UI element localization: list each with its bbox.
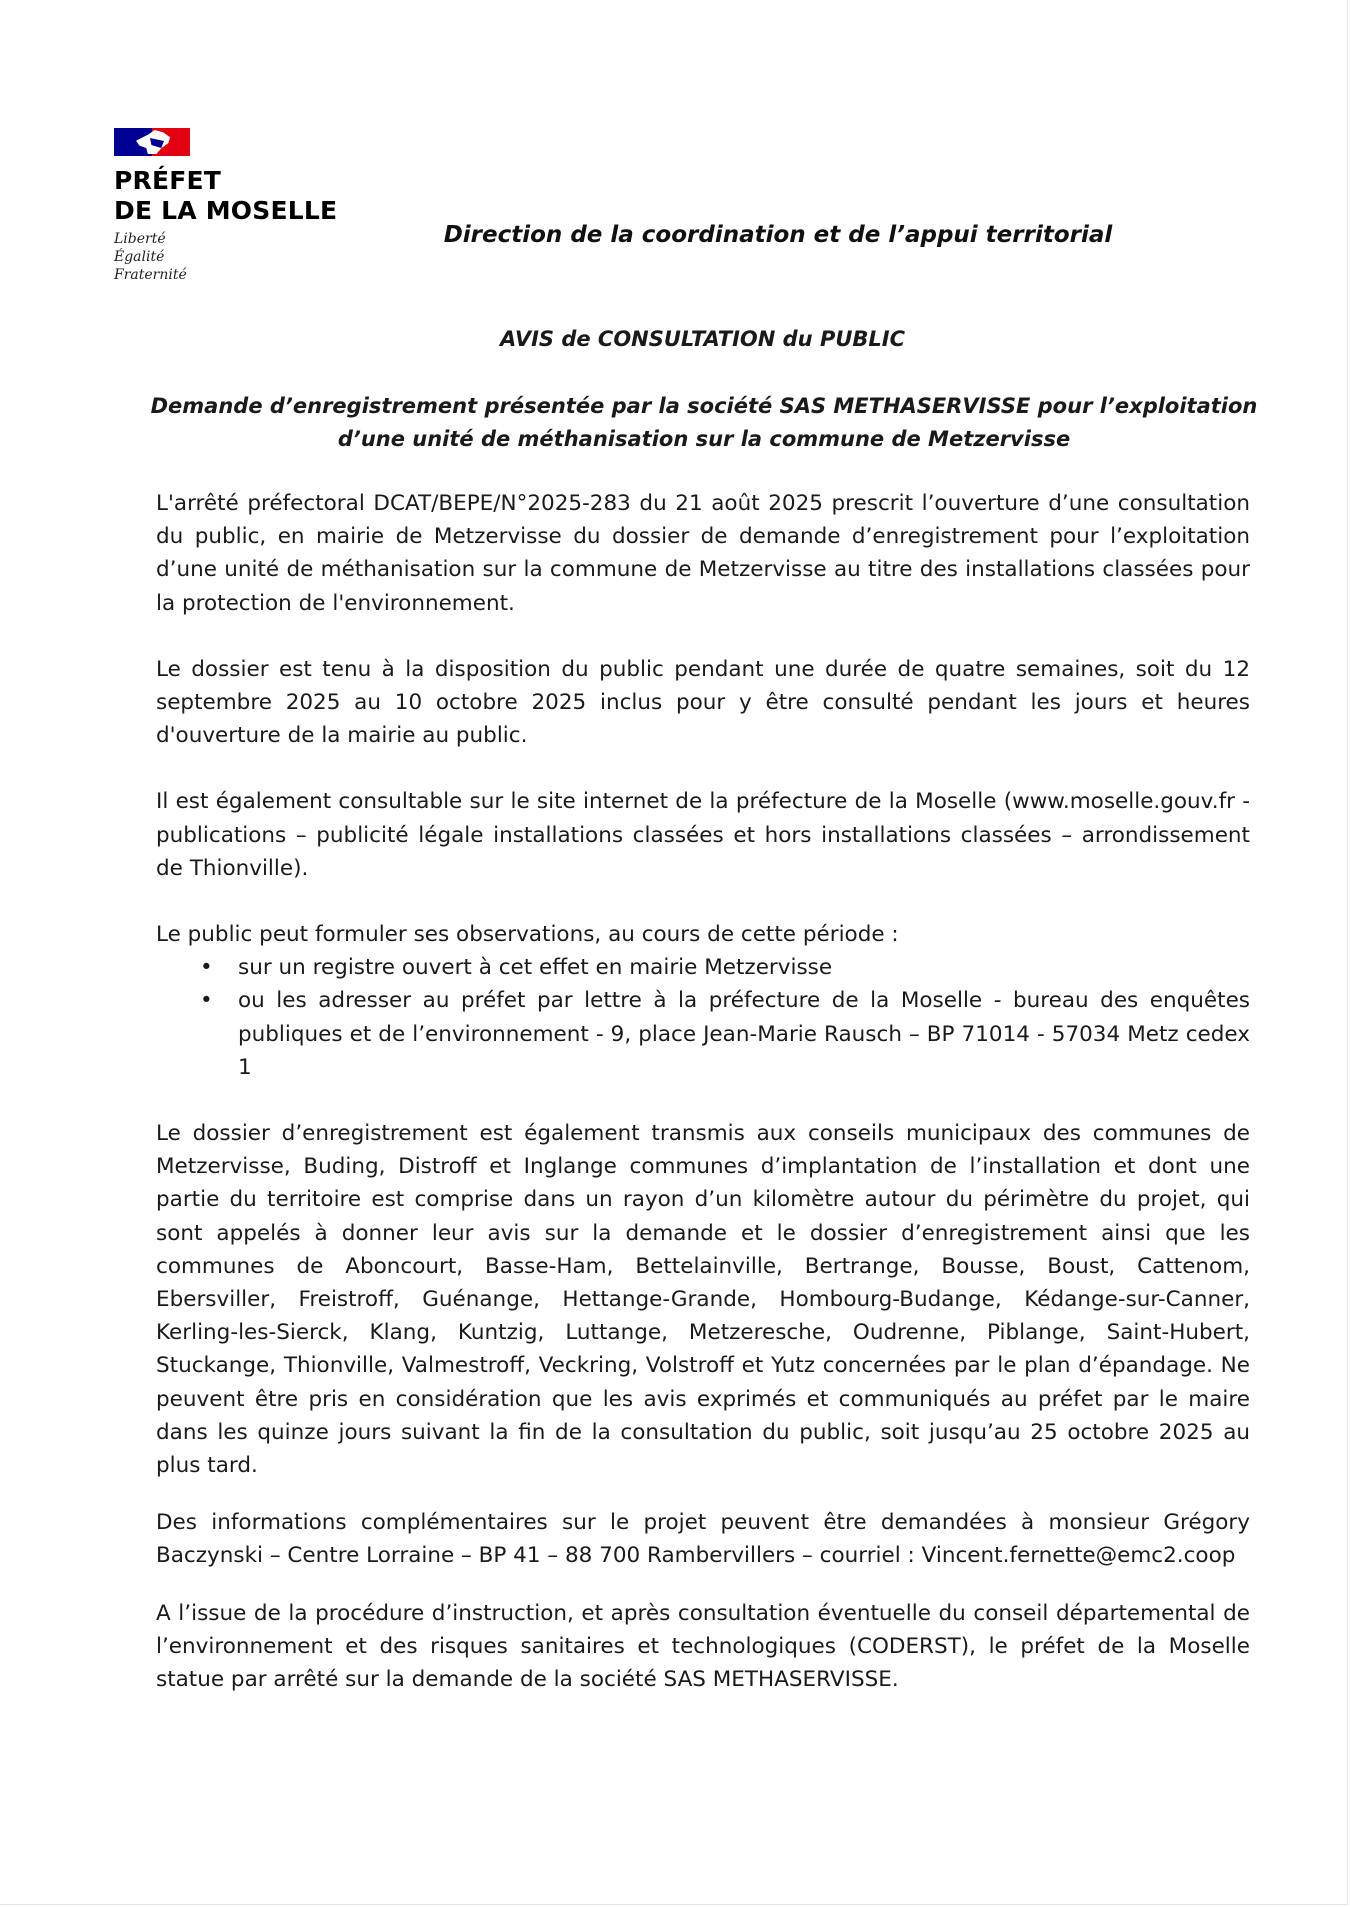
paragraph-availability: Le dossier est tenu à la disposition du public pendant une durée de quatre semaines, soit du 12 septembre 2025 au 10 octobre 2025 inclus pour y être consulté pendant les jours et heures d'ouverture de la mairie au public. [156, 656, 1250, 749]
list-item-text: ou les adresser au préfet par lettre à la préfecture de la Moselle - bureau des enquêtes publiques et de l’environnement - 9, place Jean-Marie Rausch – BP 71014 - 57034 Metz cedex 1 [238, 988, 1250, 1080]
list-item [156, 984, 1250, 1084]
paragraph-contact: Des informations complémentaires sur le projet peuvent être demandées à monsieur Grégory Baczynski – Centre Lorraine – BP 41 – 88 700 Rambervillers – courriel : Vincent.fernette@emc2.coop [156, 1510, 1250, 1569]
paragraph-decision: A l’issue de la procédure d’instruction, et après consultation éventuelle du conseil départemental de l’environnement et des risques sanitaires et technologiques (CODERST), le préfet de la Moselle statue par arrêté sur la demande de la société SAS METHASERVISSE. [156, 1600, 1250, 1693]
prefect-logo [114, 128, 337, 284]
notice-subject: Demande d’enregistrement présentée par la société SAS METHASERVISSE pour l’exploitation d’une unité de méthanisation sur la commune de Metzervisse [150, 394, 1258, 451]
logo-title-line1: PRÉFET [114, 166, 222, 195]
paragraph-municipalities: Le dossier d’enregistrement est également transmis aux conseils municipaux des communes de Metzervisse, Buding, Distroff et Inglange communes d’implantation de l’installation et dont une partie du territoire est comprise dans un rayon d’un kilomètre autour du périmètre du projet, qui sont appelés à donner leur avis sur la demande et le dossier d’enregistrement ainsi que les communes de Aboncourt, Basse-Ham, Bettelainville, Bertrange, Bousse, Boust, Cattenom, Ebersviller, Freistroff, Guénange, Hettange-Grande, Hombourg-Budange, Kédange-sur-Canner, Kerling-les-Sierck, Klang, Kuntzig, Luttange, Metzeresche, Oudrenne, Piblange, Saint-Hubert, Stuckange, Thionville, Valmestroff, Veckring, Volstroff et Yutz concernées par le plan d’épandage. Ne peuvent être pris en considération que les avis exprimés et communiqués au préfet par le maire dans les quinze jours suivant la fin de la consultation du public, soit jusqu’au 25 octobre 2025 au plus tard. [156, 1121, 1250, 1479]
motto-fraternite: Fraternité [114, 267, 187, 283]
bullet-icon: • [200, 988, 213, 1014]
paragraph-observations-intro: Le public peut formuler ses observations, au cours de cette période : [156, 922, 899, 948]
notice-body [156, 487, 1250, 1729]
motto-liberte: Liberté [114, 231, 166, 247]
logo-title-line2: DE LA MOSELLE [114, 196, 338, 225]
motto-egalite: Égalité [114, 249, 165, 265]
list-item-text: sur un registre ouvert à cet effet en mairie Metzervisse [238, 955, 833, 981]
observations-list [156, 951, 1250, 1084]
paragraph-online: Il est également consultable sur le site internet de la préfecture de la Moselle (www.moselle.gouv.fr - publications – publicité légale installations classées et hors installations classées – arrondissement de Thionville). [156, 789, 1250, 881]
french-flag-icon [114, 128, 190, 156]
bullet-icon: • [200, 955, 213, 981]
directorate-heading: Direction de la coordination et de l’appui territorial [443, 222, 1113, 248]
paragraph-decree: L'arrêté préfectoral DCAT/BEPE/N°2025-283 du 21 août 2025 prescrit l’ouverture d’une consultation du public, en mairie de Metzervisse du dossier de demande d’enregistrement pour l’exploitation d’une unité de méthanisation sur la commune de Metzervisse au titre des installations classées pour la protection de l'environnement. [156, 491, 1250, 616]
notice-title: AVIS de CONSULTATION du PUBLIC [500, 327, 905, 351]
logo-title [114, 166, 337, 226]
list-item [156, 951, 1250, 984]
